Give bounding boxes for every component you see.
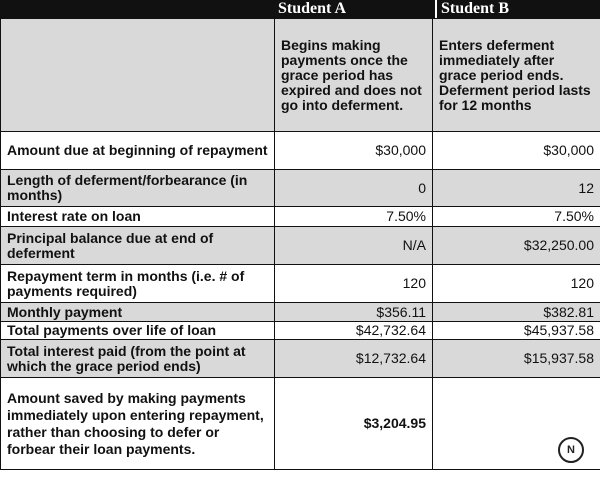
table-row (1, 303, 600, 322)
loan-comparison-table (0, 18, 600, 470)
table-row (1, 265, 600, 303)
student-b-value: $45,937.58 (433, 322, 600, 340)
description-row (1, 19, 600, 132)
row-label: Principal balance due at end of deferment (1, 227, 275, 265)
row-label: Amount due at beginning of repayment (1, 132, 275, 170)
row-label: Length of deferment/forbearance (in months) (1, 170, 275, 207)
student-b-value: 12 (433, 170, 600, 207)
column-header-student-b: Student B (435, 0, 600, 18)
row-label: Amount saved by making payments immediately upon entering repayment, rather than choosing to defer or forbear their loan payments. (1, 378, 275, 470)
row-label: Interest rate on loan (1, 207, 275, 227)
student-a-value: $30,000 (275, 132, 433, 170)
table-row (1, 378, 600, 470)
table-row (1, 340, 600, 378)
student-a-value: $12,732.64 (275, 340, 433, 378)
row-label: Total interest paid (from the point at which the grace period ends) (1, 340, 275, 378)
student-a-description: Begins making payments once the grace period has expired and does not go into deferment. (275, 19, 433, 132)
student-b-value: $32,250.00 (433, 227, 600, 265)
student-a-value: 0 (275, 170, 433, 207)
student-a-value: 7.50% (275, 207, 433, 227)
table-row (1, 227, 600, 265)
student-a-value: $356.11 (275, 303, 433, 322)
student-b-description: Enters deferment immediately after grace period ends. Deferment period lasts for 12 months (433, 19, 600, 132)
student-b-value: 120 (433, 265, 600, 303)
napsnet-logo-icon: N (558, 437, 584, 463)
student-a-value: N/A (275, 227, 433, 265)
row-label: Monthly payment (1, 303, 275, 322)
empty-label-cell (1, 19, 275, 132)
table-row (1, 207, 600, 227)
table-row (1, 170, 600, 207)
student-a-value: $3,204.95 (275, 378, 433, 470)
column-header-student-a: Student A (278, 0, 347, 17)
student-b-value: $30,000 (433, 132, 600, 170)
row-label: Repayment term in months (i.e. # of payments required) (1, 265, 275, 303)
row-label: Total payments over life of loan (1, 322, 275, 340)
student-a-value: $42,732.64 (275, 322, 433, 340)
table-row (1, 322, 600, 340)
table-row (1, 132, 600, 170)
student-b-value: $15,937.58 (433, 340, 600, 378)
student-a-value: 120 (275, 265, 433, 303)
student-b-value: $382.81 (433, 303, 600, 322)
student-b-value: 7.50% (433, 207, 600, 227)
table-header-bar (0, 0, 600, 18)
